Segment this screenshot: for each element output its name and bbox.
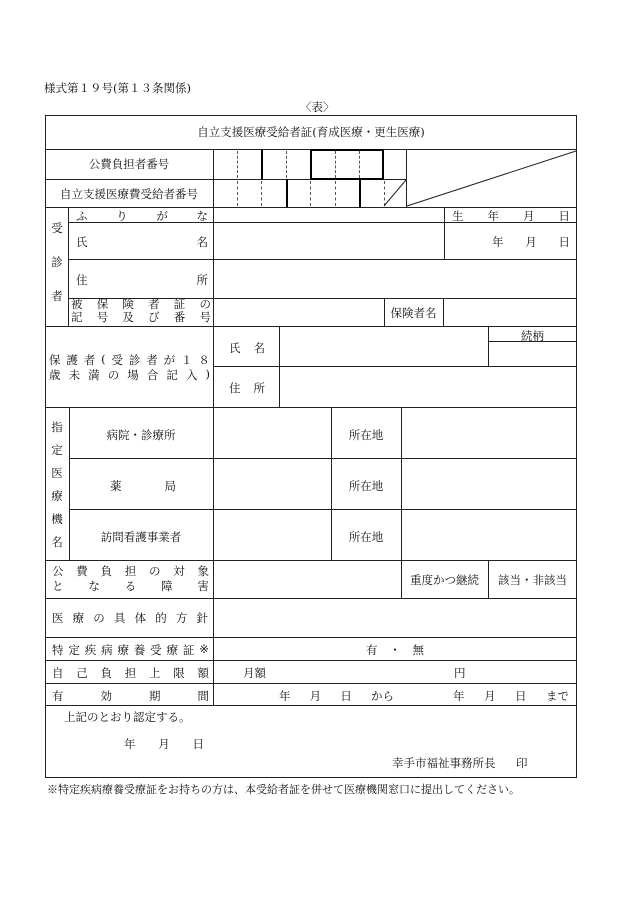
- nursing-location-label: 所在地: [348, 530, 384, 544]
- policy-field[interactable]: [214, 599, 576, 636]
- institution-group-label: 指 定 医 療 機 名: [51, 420, 63, 549]
- guardian-address-field[interactable]: [280, 367, 576, 406]
- strike-diagonal: [382, 149, 578, 209]
- guardian-name-label: 氏 名: [229, 341, 265, 355]
- relation-field[interactable]: [489, 342, 576, 365]
- guardian-label-line1: 保 護 者 ( 受 診 者 が １ ８: [49, 352, 210, 367]
- insurance-number-field[interactable]: [214, 299, 383, 325]
- nursing-label: 訪問看護事業者: [100, 530, 182, 544]
- yen-label: 円: [454, 666, 466, 680]
- pharmacy-name-field[interactable]: [214, 459, 330, 508]
- issuer-name: 幸手市福祉事務所長: [392, 756, 496, 770]
- insurance-number-label-line2: 記 号 及 び 番 号: [71, 310, 211, 324]
- nursing-name-field[interactable]: [214, 510, 330, 559]
- hospital-name-field[interactable]: [214, 408, 330, 457]
- insurer-name-label: 保険者名: [390, 306, 437, 320]
- disability-field[interactable]: [214, 561, 400, 597]
- disability-label-line1: 公 費 負 担 の 対 象: [52, 564, 209, 578]
- guardian-name-field[interactable]: [280, 327, 487, 365]
- limit-amount-field[interactable]: [275, 661, 450, 682]
- applicable-choice[interactable]: 該当・非該当: [498, 573, 567, 587]
- pharmacy-label: 薬 局: [110, 479, 176, 493]
- form-number: 様式第１９号(第１３条関係): [44, 81, 191, 95]
- seal-mark: 印: [516, 756, 528, 770]
- severe-continuous-label: 重度かつ継続: [410, 573, 479, 587]
- payer-number-label: 公費負担者番号: [88, 157, 170, 171]
- recipient-number-label: 自立支援医療費受給者番号: [60, 187, 198, 201]
- furigana-label: ふ り が な: [76, 209, 208, 223]
- hospital-label: 病院・診療所: [106, 428, 176, 442]
- policy-label: 医 療 の 具 体 的 方 針: [52, 611, 208, 625]
- patient-address-label: 住 所: [76, 273, 208, 287]
- pharmacy-location-label: 所在地: [348, 479, 384, 493]
- pharmacy-location-field[interactable]: [402, 459, 576, 508]
- certification-date[interactable]: 年 月 日: [124, 737, 204, 751]
- limit-label: 自 己 負 担 上 限 額: [52, 666, 209, 680]
- specific-disease-label: 特 定 疾 病 療 養 受 療 証 ※: [52, 642, 209, 657]
- patient-name-field[interactable]: [214, 223, 443, 258]
- patient-name-label: 氏 名: [76, 235, 208, 249]
- guardian-label-line2: 歳 未 満 の 場 合 記 入 ): [49, 367, 210, 382]
- hospital-location-label: 所在地: [348, 428, 384, 442]
- disability-label-line2: と な る 障 害: [52, 579, 209, 593]
- side-label: 〈表〉: [300, 100, 335, 114]
- validity-label: 有 効 期 間: [52, 689, 209, 703]
- patient-group-label: 受 診 者: [51, 221, 63, 303]
- validity-to[interactable]: 年 月 日 まで: [453, 689, 569, 703]
- birthdate-value: 年 月 日: [492, 235, 570, 249]
- insurance-number-label-line1: 被 保 険 者 証 の: [71, 297, 211, 311]
- nursing-location-field[interactable]: [402, 510, 576, 559]
- birthdate-header: 生 年 月 日: [452, 209, 570, 223]
- hospital-location-field[interactable]: [402, 408, 576, 457]
- footnote: ※特定疾病療養受療証をお持ちの方は、本受給者証を併せて医療機関窓口に提出してください。: [47, 783, 520, 796]
- form-title: 自立支援医療受給者証(育成医療・更生医療): [197, 125, 425, 139]
- monthly-label: 月額: [243, 666, 266, 680]
- guardian-address-label: 住 所: [229, 381, 265, 395]
- insurer-name-field[interactable]: [444, 299, 576, 325]
- relation-label: 続柄: [521, 329, 544, 343]
- specific-disease-choice[interactable]: 有 ・ 無: [366, 643, 424, 657]
- certification-text: 上記のとおり認定する。: [64, 710, 191, 724]
- patient-address-field[interactable]: [214, 260, 576, 297]
- validity-from[interactable]: 年 月 日 から: [279, 689, 394, 703]
